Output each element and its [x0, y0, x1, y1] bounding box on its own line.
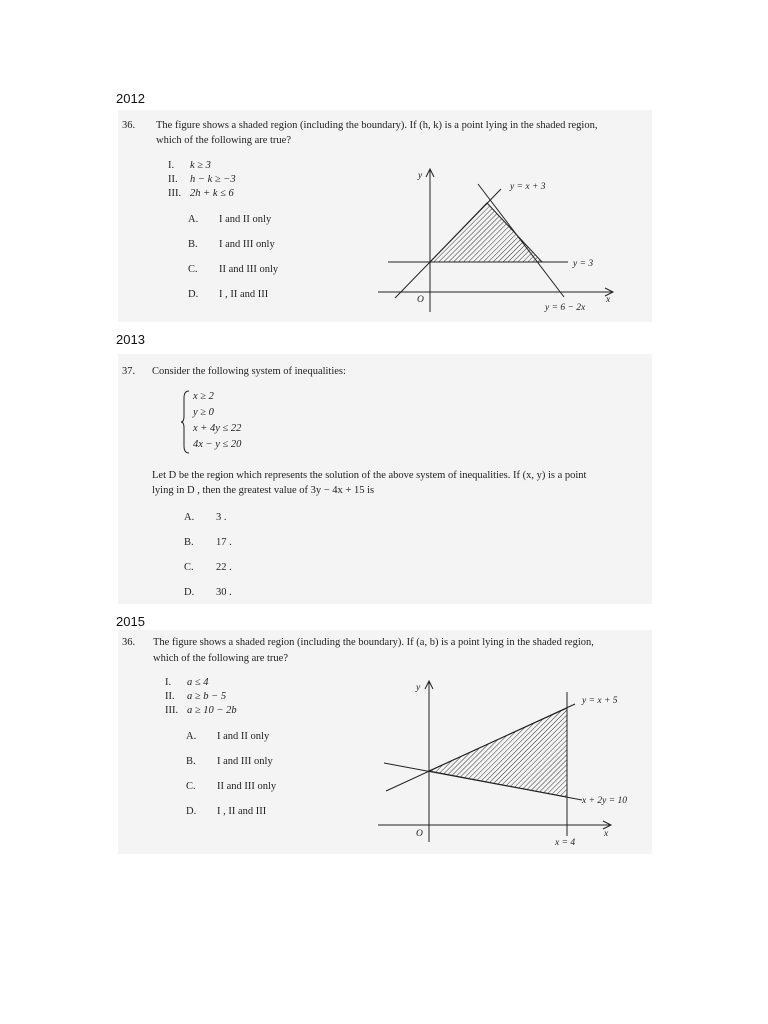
- question-stem: Consider the following system of inequalities:: [152, 366, 346, 377]
- option-text: I , II and III: [217, 806, 267, 817]
- option-text: I and II only: [217, 731, 270, 742]
- y-axis-label: y: [418, 171, 423, 181]
- inequality: y ≥ 0: [193, 407, 214, 418]
- option-letter: C.: [184, 562, 194, 573]
- question-stem: The figure shows a shaded region (including the boundary). If (a, b) is a point lying in the shaded region,: [153, 637, 594, 648]
- question-number: 36.: [122, 637, 136, 648]
- line-label: y = 3: [573, 259, 594, 269]
- line-label: x + 2y = 10: [582, 796, 628, 806]
- option-letter: A.: [184, 512, 195, 523]
- option-text: 3 .: [216, 512, 227, 523]
- x-axis-label: x: [604, 829, 609, 839]
- option-text: I and III only: [217, 756, 273, 767]
- statement-text: a ≤ 4: [187, 677, 209, 688]
- option-text: I and III only: [219, 239, 275, 250]
- statement-number: II.: [165, 691, 175, 702]
- y-axis-label: y: [416, 683, 421, 693]
- year-heading-2013: 2013: [116, 332, 145, 347]
- option-letter: A.: [188, 214, 199, 225]
- question-stem: which of the following are true?: [153, 653, 288, 664]
- year-heading-2012: 2012: [116, 91, 145, 106]
- line-label: y = 6 − 2x: [545, 303, 586, 313]
- shaded-region: [430, 203, 542, 262]
- option-letter: A.: [186, 731, 197, 742]
- origin-label: O: [416, 829, 423, 839]
- option-letter: C.: [186, 781, 196, 792]
- option-letter: B.: [184, 537, 194, 548]
- statement-number: I.: [165, 677, 172, 688]
- option-text: I and II only: [219, 214, 272, 225]
- statement-text: a ≥ 10 − 2b: [187, 705, 237, 716]
- question-text: lying in D , then the greatest value of 3y − 4x + 15 is: [152, 485, 375, 496]
- question-number: 36.: [122, 120, 136, 131]
- inequality: x + 4y ≤ 22: [193, 423, 242, 434]
- option-text: I , II and III: [219, 289, 269, 300]
- statement-number: III.: [165, 705, 179, 716]
- line-label: y = x + 5: [582, 696, 618, 706]
- graph-2012: [370, 162, 630, 320]
- option-text: II and III only: [219, 264, 279, 275]
- graph-2015: [370, 674, 640, 850]
- origin-label: O: [417, 295, 424, 305]
- option-letter: D.: [184, 587, 195, 598]
- option-letter: D.: [188, 289, 199, 300]
- question-stem: The figure shows a shaded region (including the boundary). If (h, k) is a point lying in the shaded region,: [156, 120, 598, 131]
- option-letter: C.: [188, 264, 198, 275]
- option-text: 22 .: [216, 562, 232, 573]
- statement-number: II.: [168, 174, 178, 185]
- statement-text: k ≥ 3: [190, 160, 211, 171]
- year-heading-2015: 2015: [116, 614, 145, 629]
- statement-text: h − k ≥ −3: [190, 174, 236, 185]
- option-text: 17 .: [216, 537, 232, 548]
- question-number: 37.: [122, 366, 136, 377]
- statement-number: III.: [168, 188, 182, 199]
- option-text: II and III only: [217, 781, 277, 792]
- option-letter: D.: [186, 806, 197, 817]
- statement-text: a ≥ b − 5: [187, 691, 227, 702]
- inequality: 4x − y ≤ 20: [193, 439, 242, 450]
- statement-number: I.: [168, 160, 175, 171]
- line-label: y = x + 3: [510, 182, 546, 192]
- option-letter: B.: [188, 239, 198, 250]
- question-text: Let D be the region which represents the solution of the above system of inequalities. If (x, y) is a point: [152, 470, 587, 481]
- shaded-region: [429, 708, 567, 797]
- inequality: x ≥ 2: [193, 391, 214, 402]
- option-text: 30 .: [216, 587, 232, 598]
- statement-text: 2h + k ≤ 6: [190, 188, 234, 199]
- x-axis-label: x: [606, 295, 611, 305]
- system-brace: [181, 390, 191, 454]
- question-stem: which of the following are true?: [156, 135, 291, 146]
- line-label: x = 4: [555, 838, 576, 848]
- option-letter: B.: [186, 756, 196, 767]
